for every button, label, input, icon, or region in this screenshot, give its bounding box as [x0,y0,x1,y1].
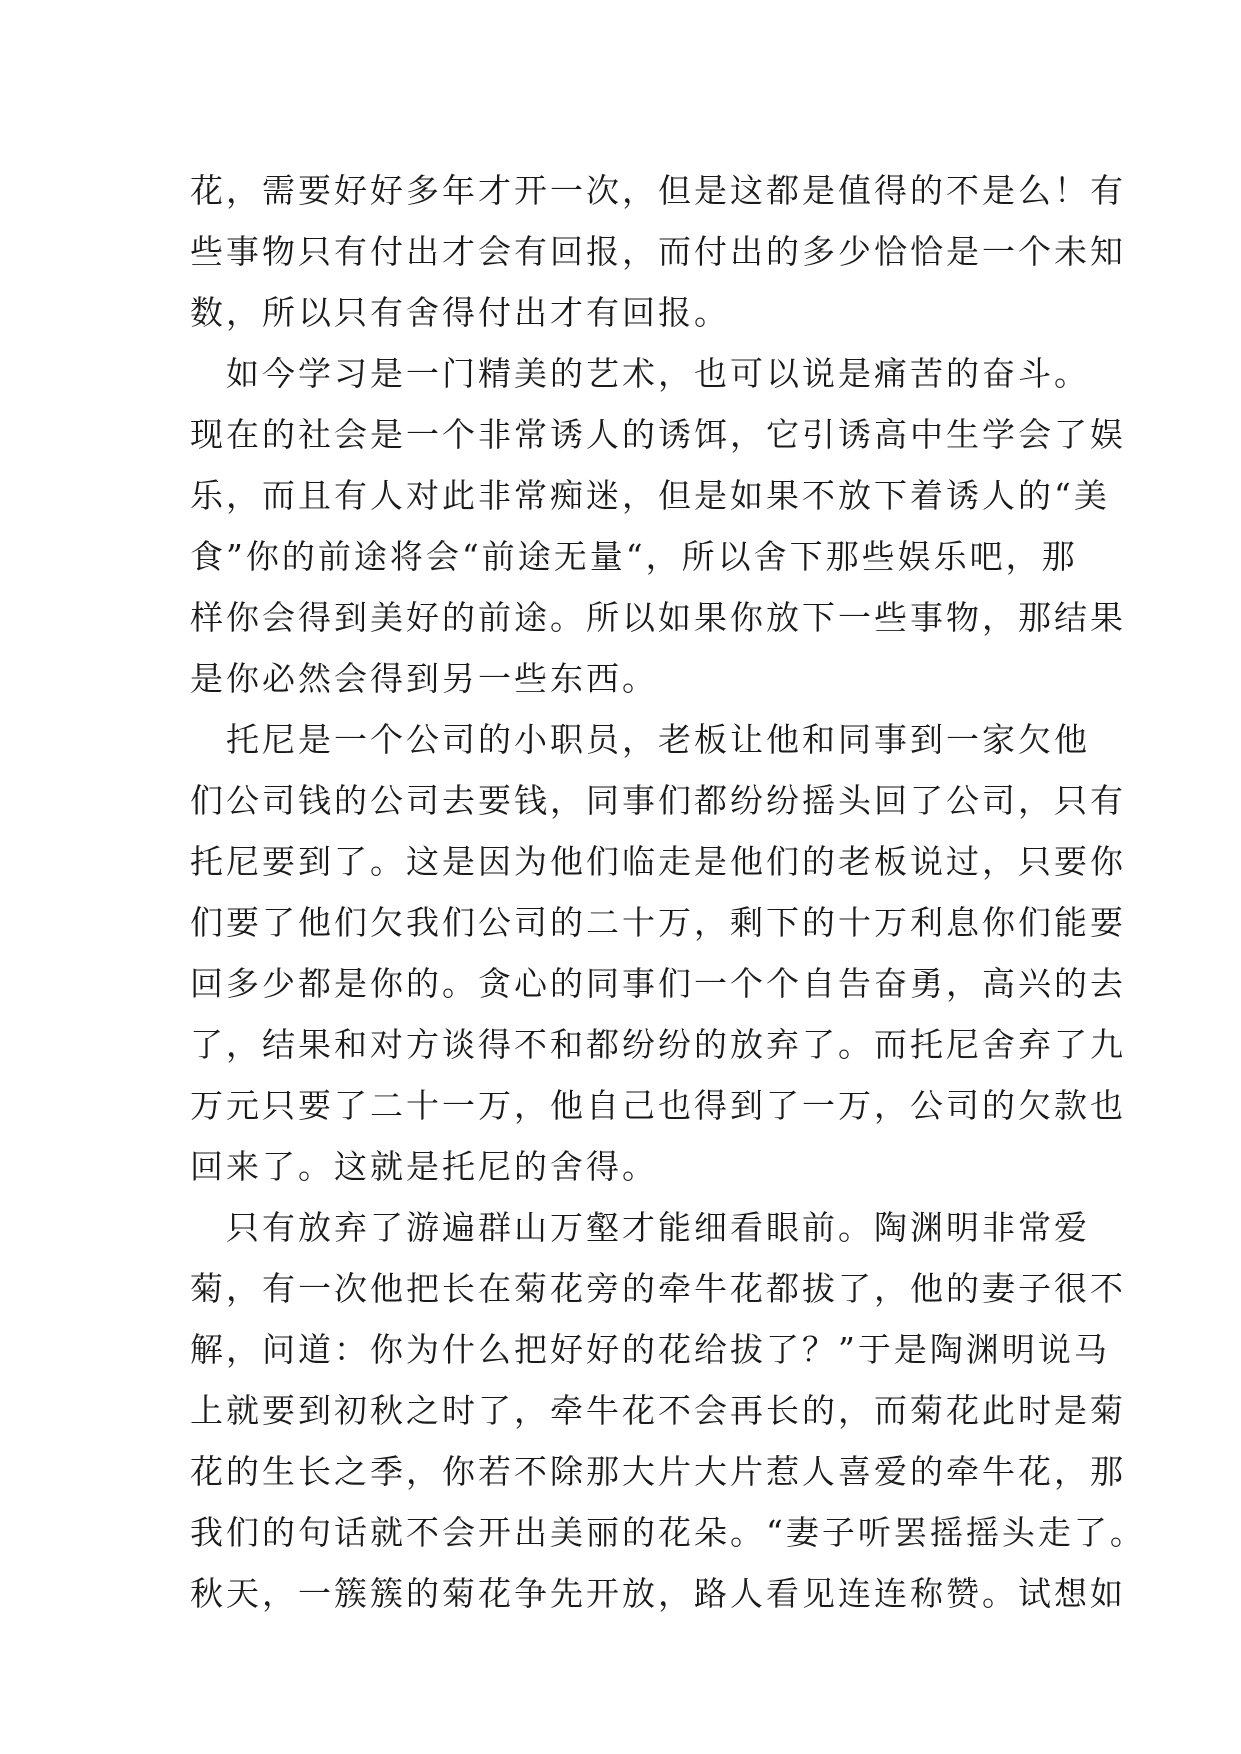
text-line: 万元只要了二十一万，他自己也得到了一万，公司的欠款也 [190,1086,1126,1125]
text-line: 托尼要到了。这是因为他们临走是他们的老板说过，只要你 [190,842,1126,881]
text-line: 回来了。这就是托尼的舍得。 [190,1147,658,1186]
text-line: 了，结果和对方谈得不和都纷纷的放弃了。而托尼舍弃了九 [190,1025,1126,1064]
text-line: 花的生长之季，你若不除那大片大片惹人喜爱的牵牛花，那 [190,1452,1126,1491]
text-line: 上就要到初秋之时了，牵牛花不会再长的，而菊花此时是菊 [190,1391,1126,1430]
text-line: 我们的句话就不会开出美丽的花朵。“妻子听罢摇摇头走了。 [190,1513,1146,1552]
text-line: 菊，有一次他把长在菊花旁的牵牛花都拔了，他的妻子很不 [190,1269,1126,1308]
text-line: 们公司钱的公司去要钱，同事们都纷纷摇头回了公司，只有 [190,781,1126,820]
text-line: 解，问道：你为什么把好好的花给拔了？”于是陶渊明说马 [190,1330,1110,1369]
text-line: 花，需要好好多年才开一次，但是这都是值得的不是么！有 [190,171,1126,210]
text-line: 秋天，一簇簇的菊花争先开放，路人看见连连称赞。试想如 [190,1574,1126,1613]
text-line: 是你必然会得到另一些东西。 [190,659,658,698]
text-line: 食”你的前途将会“前途无量“，所以舍下那些娱乐吧，那 [190,537,1078,576]
text-line: 乐，而且有人对此非常痴迷，但是如果不放下着诱人的“美 [190,476,1110,515]
document-body [190,160,1146,1624]
text-line: 如今学习是一门精美的艺术，也可以说是痛苦的奋斗。 [190,354,1090,393]
text-line: 们要了他们欠我们公司的二十万，剩下的十万利息你们能要 [190,903,1126,942]
text-line: 样你会得到美好的前途。所以如果你放下一些事物，那结果 [190,598,1126,637]
text-line: 托尼是一个公司的小职员，老板让他和同事到一家欠他 [190,720,1090,759]
text-line: 些事物只有付出才会有回报，而付出的多少恰恰是一个未知 [190,232,1126,271]
text-line: 现在的社会是一个非常诱人的诱饵，它引诱高中生学会了娱 [190,415,1126,454]
text-line: 回多少都是你的。贪心的同事们一个个自告奋勇，高兴的去 [190,964,1126,1003]
text-line: 数，所以只有舍得付出才有回报。 [190,293,730,332]
text-line: 只有放弃了游遍群山万壑才能细看眼前。陶渊明非常爱 [190,1208,1090,1247]
